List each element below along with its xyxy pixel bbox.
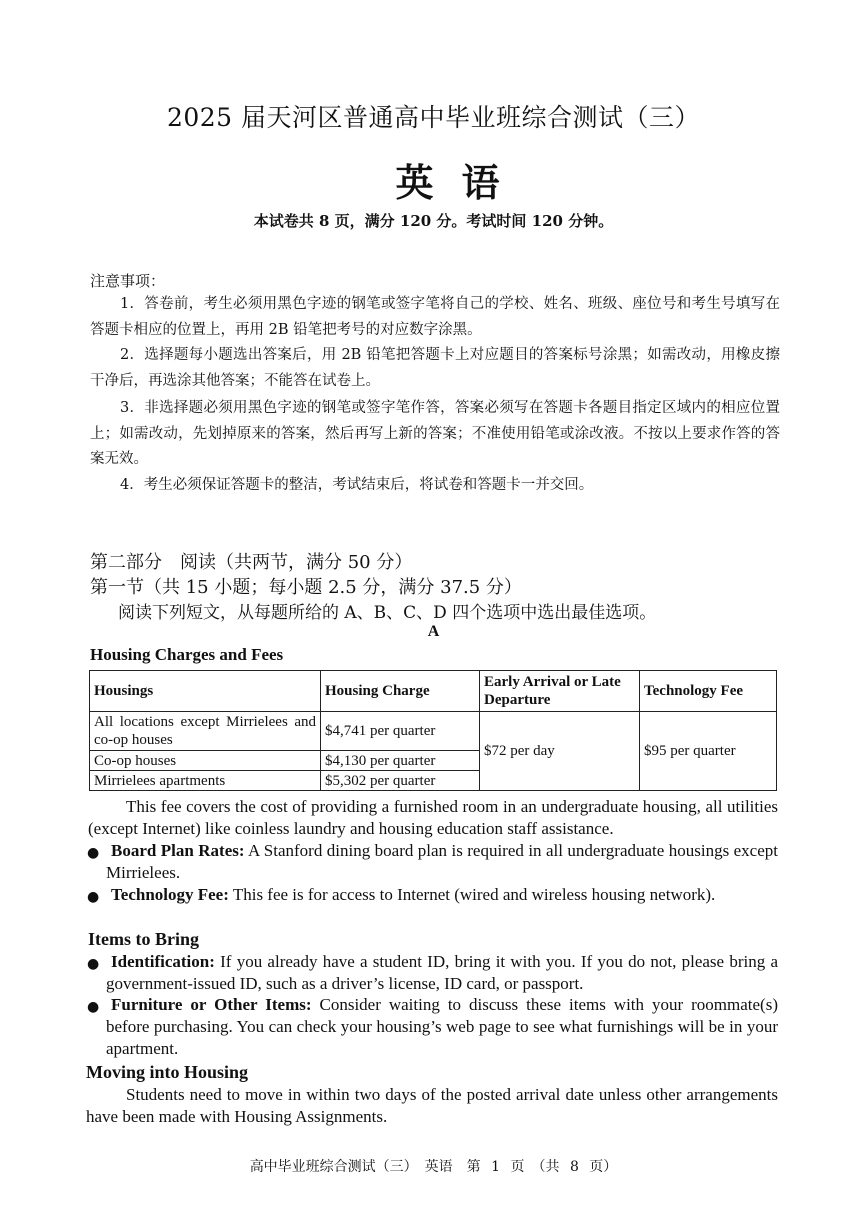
col-housing-charge: Housing Charge (321, 671, 480, 712)
technology-fee-text: This fee is for access to Internet (wired and wireless housing network). (228, 885, 716, 904)
table-header-row (90, 671, 777, 712)
col-early-late: Early Arrival or Late Departure (480, 671, 640, 712)
board-plan-label: Board Plan Rates: (111, 841, 245, 860)
bullet-icon: ● (87, 845, 100, 861)
bullet-icon: ● (87, 999, 100, 1015)
cell-early-fee: $72 per day (480, 712, 640, 791)
technology-fee-paragraph (106, 884, 778, 906)
intro-paragraph: This fee covers the cost of providing a furnished room in an undergraduate housing, all utilities (except Internet) like coinless laundry and housing education staff assistance. (88, 797, 778, 838)
subsection-heading: 第一节（共 15 小题；每小题 2.5 分，满分 37.5 分） (90, 577, 522, 598)
bullet-icon: ● (87, 956, 100, 972)
page-footer: 高中毕业班综合测试（三） 英语 第 1 页 （共 8 页） (249, 1159, 618, 1175)
notice-title: 注意事项： (90, 272, 166, 290)
passage-label: A (427, 623, 440, 640)
cell-charge: $4,130 per quarter (321, 751, 480, 771)
furniture-paragraph (106, 994, 778, 1060)
furniture-label: Furniture or Other Items: (111, 995, 312, 1014)
identification-text: If you already have a student ID, bring it with you. If you do not, please bring a government-issued ID, such as a driver’s license, ID card, or passport. (106, 952, 778, 993)
moving-paragraph: Students need to move in within two days of the posted arrival date unless other arrangements have been made with Housing Assignments. (86, 1085, 778, 1126)
notice-item: 3．非选择题必须用黑色字迹的钢笔或签字笔作答，答案必须写在答题卡各题目指定区域内的相应位置上；如需改动，先划掉原来的答案，然后再写上新的答案；不准使用铅笔或涂改液。不按以上要求作答的答案无效。 (90, 400, 780, 467)
subject-title: 英语 (395, 160, 528, 205)
bullet-icon: ● (87, 889, 100, 905)
moving-heading: Moving into Housing (86, 1062, 249, 1082)
notice-item: 1．答卷前，考生必须用黑色字迹的钢笔或签字笔将自己的学校、姓名、班级、座位号和考生号填写在答题卡相应的位置上，再用 2B 铅笔把考号的对应数字涂黑。 (90, 296, 780, 338)
cell-housing: All locations except Mirrielees and co-op houses (90, 712, 321, 751)
board-plan-text: A Stanford dining board plan is required in all undergraduate housings except Mirrielees. (106, 841, 778, 882)
instruction: 阅读下列短文，从每题所给的 A、B、C、D 四个选项中选出最佳选项。 (118, 603, 657, 623)
col-technology-fee: Technology Fee (640, 671, 777, 712)
exam-info: 本试卷共 8 页，满分 120 分。考试时间 120 分钟。 (253, 212, 614, 230)
cell-charge: $4,741 per quarter (321, 712, 480, 751)
section-heading: 第二部分 阅读（共两节，满分 50 分） (90, 552, 413, 573)
cell-tech-fee: $95 per quarter (640, 712, 777, 791)
cell-housing: Co-op houses (90, 751, 321, 771)
notice-item: 2．选择题每小题选出答案后，用 2B 铅笔把答题卡上对应题目的答案标号涂黑；如需改动，用橡皮擦干净后，再选涂其他答案；不能答在试卷上。 (90, 347, 780, 389)
fees-table (89, 670, 777, 791)
cell-charge: $5,302 per quarter (321, 771, 480, 791)
furniture-text: Consider waiting to discuss these items with your roommate(s) before purchasing. You can check your housing’s web page to see what furnishings will be in your apartment. (106, 995, 778, 1058)
cell-housing: Mirrielees apartments (90, 771, 321, 791)
items-heading: Items to Bring (88, 929, 199, 949)
table-title: Housing Charges and Fees (90, 645, 284, 664)
identification-label: Identification: (111, 952, 215, 971)
col-housings: Housings (90, 671, 321, 712)
board-plan-paragraph (106, 840, 778, 884)
identification-paragraph (106, 951, 778, 995)
technology-fee-label: Technology Fee: (111, 885, 229, 904)
table-row (90, 712, 777, 751)
notice-item: 4．考生必须保证答题卡的整洁，考试结束后，将试卷和答题卡一并交回。 (120, 477, 594, 493)
exam-title: 2025 届天河区普通高中毕业班综合测试（三） (166, 103, 701, 132)
